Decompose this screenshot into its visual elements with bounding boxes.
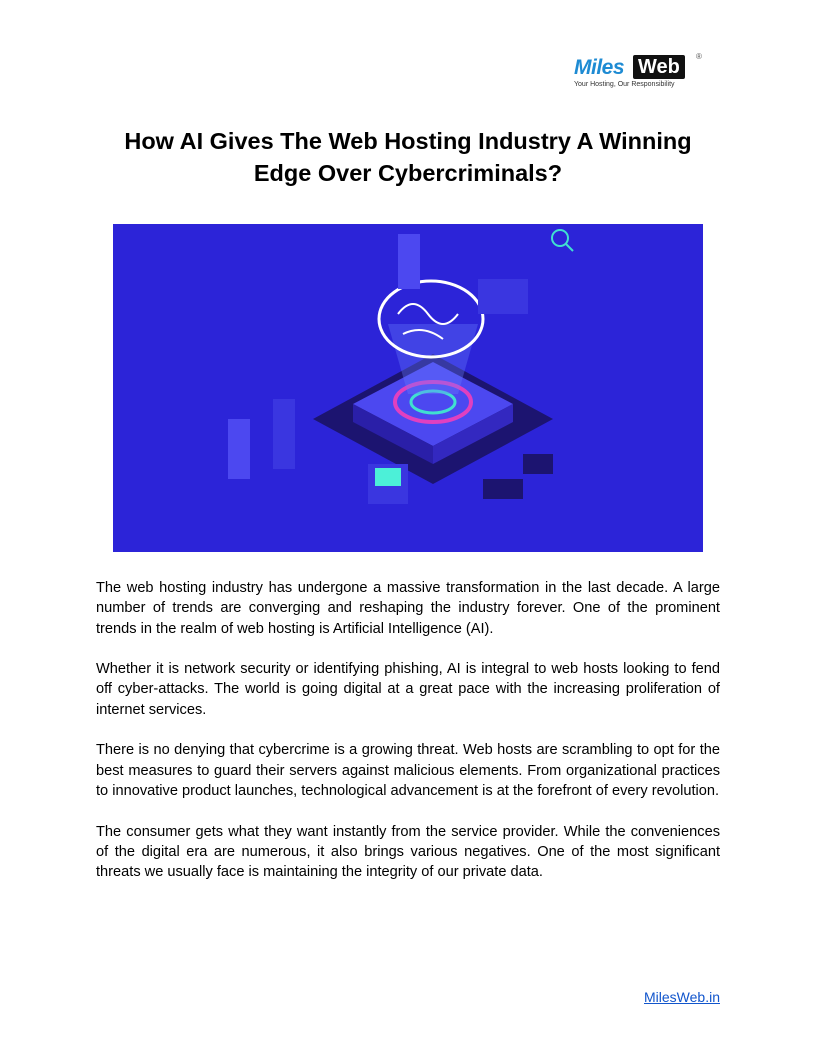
logo-tagline: Your Hosting, Our Responsibility	[574, 81, 675, 88]
paragraph: Whether it is network security or identifying phishing, AI is integral to web hosts looking to fend off cyber-attacks. The world is going digital at a great pace with the increasing proliferation of internet services.	[96, 661, 720, 718]
logo-registered: ®	[696, 52, 702, 61]
footer-link[interactable]: MilesWeb.in	[644, 989, 720, 1005]
paragraph: The consumer gets what they want instantly from the service provider. While the conveniences of the digital era are numerous, it also brings various negatives. One of the most significant threats we usually face is maintaining the integrity of our private data.	[96, 823, 720, 881]
logo-miles: Miles	[574, 56, 625, 79]
article-body	[96, 578, 720, 903]
hero-illustration	[113, 224, 703, 552]
paragraph: There is no denying that cybercrime is a growing threat. Web hosts are scrambling to opt for the best measures to guard their servers against malicious elements. From organizational practices to innovative product launches, technological advancement is at the forefront of every revolution.	[96, 742, 720, 799]
page-title: How AI Gives The Web Hosting Industry A Winning Edge Over Cybercriminals?	[124, 128, 692, 186]
paragraph: The web hosting industry has undergone a massive transformation in the last decade. A large number of trends are converging and reshaping the industry forever. One of the prominent trends in the realm of web hosting is Artificial Intelligence (AI).	[96, 580, 720, 637]
milesweb-logo	[572, 52, 707, 92]
logo-web: Web	[633, 55, 685, 79]
